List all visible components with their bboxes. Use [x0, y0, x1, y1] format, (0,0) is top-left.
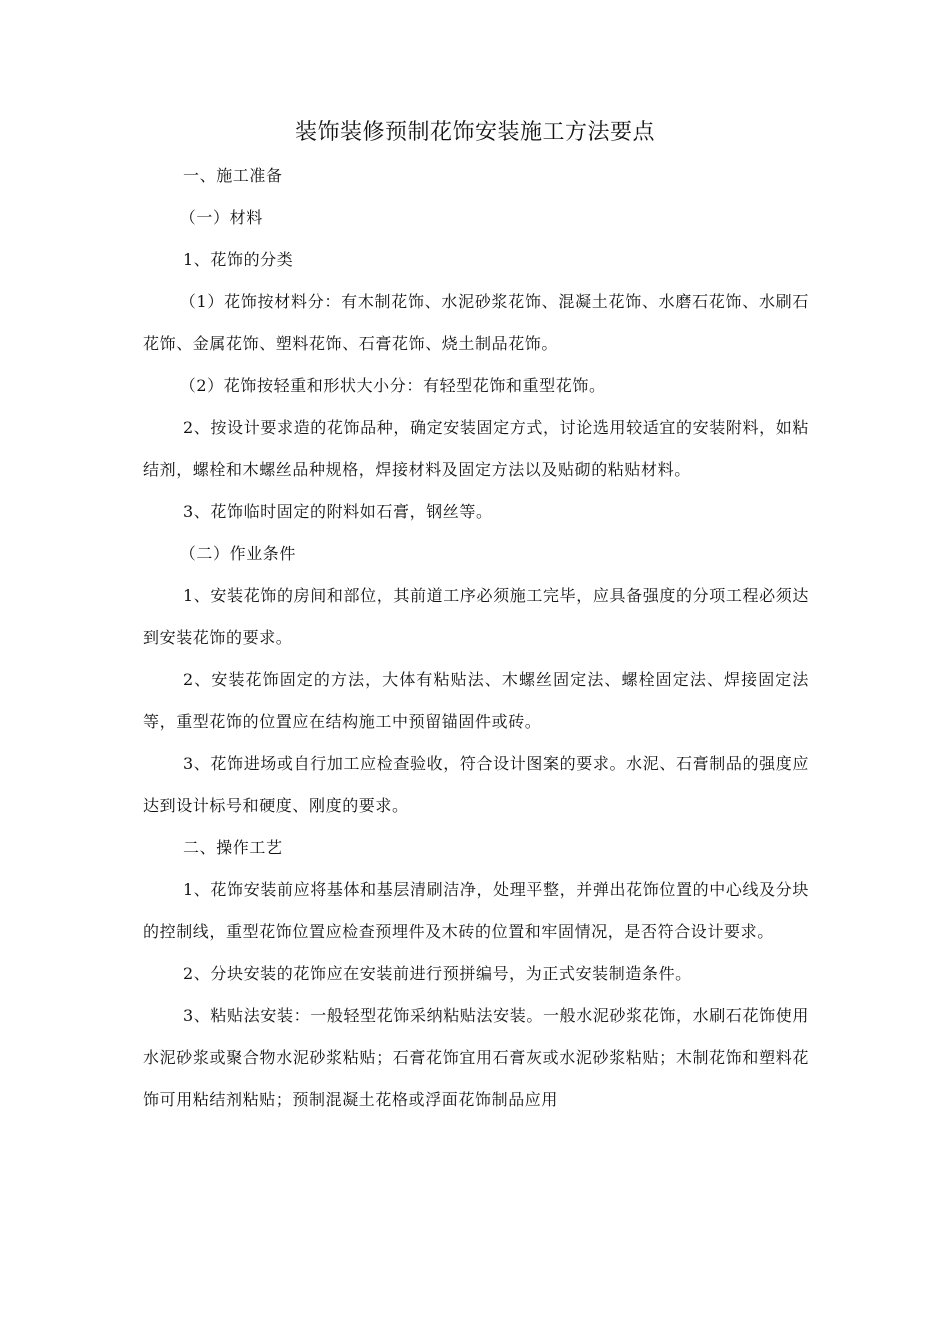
paragraph: 1、花饰安装前应将基体和基层清刷洁净，处理平整，并弹出花饰位置的中心线及分块的控制线，重型花饰位置应检查预埋件及木砖的位置和牢固情况，是否符合设计要求。 — [143, 880, 809, 941]
paragraph: 2、安装花饰固定的方法，大体有粘贴法、木螺丝固定法、螺栓固定法、焊接固定法等，重型花饰的位置应在结构施工中预留锚固件或砖。 — [143, 670, 809, 731]
paragraph: 2、按设计要求造的花饰品种，确定安装固定方式，讨论选用较适宜的安装附料，如粘结剂，螺栓和木螺丝品种规格，焊接材料及固定方法以及贴砌的粘贴材料。 — [143, 418, 809, 479]
subsection-heading: （一）材料 — [179, 208, 263, 227]
section-heading: 二、操作工艺 — [183, 838, 283, 857]
document-body — [143, 155, 809, 1121]
paragraph: 1、花饰的分类 — [183, 250, 294, 269]
paragraph: （2）花饰按轻重和形状大小分：有轻型花饰和重型花饰。 — [179, 376, 606, 395]
paragraph: 3、花饰进场或自行加工应检查验收，符合设计图案的要求。水泥、石膏制品的强度应达到设计标号和硬度、刚度的要求。 — [143, 754, 809, 815]
section-heading: 一、施工准备 — [183, 166, 283, 185]
paragraph: 1、安装花饰的房间和部位，其前道工序必须施工完毕，应具备强度的分项工程必须达到安装花饰的要求。 — [143, 586, 809, 647]
paragraph: 3、花饰临时固定的附料如石膏，钢丝等。 — [183, 502, 493, 521]
paragraph: （1）花饰按材料分：有木制花饰、水泥砂浆花饰、混凝土花饰、水磨石花饰、水刷石花饰、金属花饰、塑料花饰、石膏花饰、烧土制品花饰。 — [143, 292, 809, 353]
subsection-heading: （二）作业条件 — [179, 544, 296, 563]
paragraph: 2、分块安装的花饰应在安装前进行预拼编号，为正式安装制造条件。 — [183, 964, 692, 983]
document-title: 装饰装修预制花饰安装施工方法要点 — [294, 120, 655, 145]
paragraph: 3、粘贴法安装：一般轻型花饰采纳粘贴法安装。一般水泥砂浆花饰，水刷石花饰使用水泥砂浆或聚合物水泥砂浆粘贴；石膏花饰宜用石膏灰或水泥砂浆粘贴；木制花饰和塑料花饰可用粘结剂粘贴；预制混凝土花格或浮面花饰制品应用 — [143, 1006, 809, 1109]
